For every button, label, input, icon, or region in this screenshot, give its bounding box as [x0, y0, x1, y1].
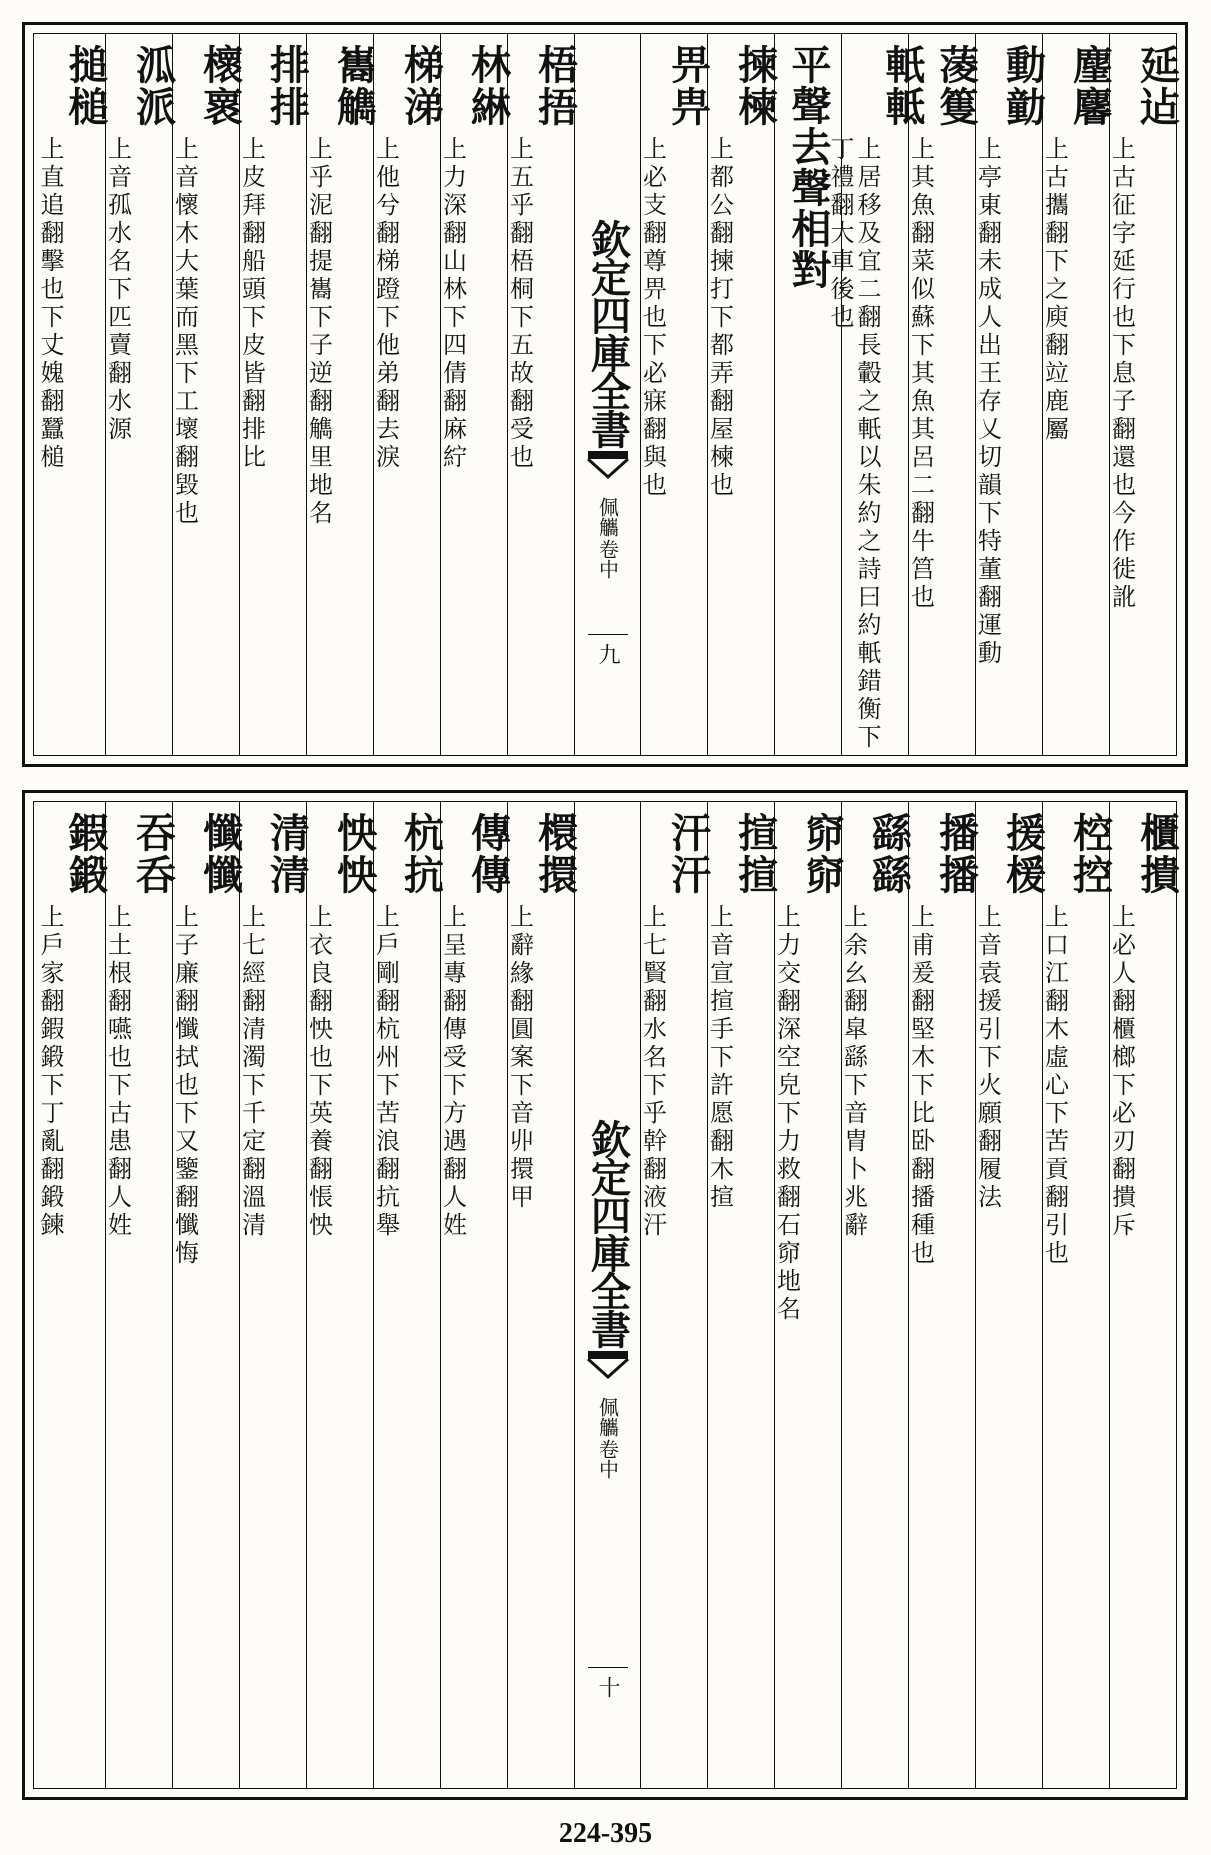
page-number: 九 [595, 643, 620, 665]
headword-pair: 椌控 [1066, 812, 1114, 896]
gloss-text: 上七賢翻水名下乎幹翻液汗 [638, 904, 667, 1240]
bottom-page-panel [22, 790, 1188, 1800]
headword-pair: 清清 [263, 812, 311, 896]
entry-column [705, 802, 779, 1788]
gloss-text: 上音袁援引下火願翻履法 [973, 904, 1002, 1212]
page-number: 十 [595, 1676, 620, 1698]
gloss-text: 上五乎翻梧桐下五故翻受也 [505, 136, 534, 472]
section-title: 平聲去聲相對 [785, 44, 832, 290]
gloss-text: 上乎泥翻提巂下子逆翻觹里地名 [304, 136, 333, 528]
gloss-text: 上音孤水名下匹賣翻水源 [103, 136, 132, 444]
entry-column [772, 802, 846, 1788]
gloss-text: 上戶家翻鍜鍛下丁亂翻鍛鍊 [36, 904, 64, 1240]
entry-column [170, 34, 244, 755]
gloss-text: 上古征字延行也下息子翻還也今作徙訛 [1107, 136, 1136, 612]
book-name: 佩觿 [595, 496, 620, 537]
entry-column [1040, 802, 1114, 1788]
fishtail-mark-icon [588, 1351, 628, 1381]
headword-pair: 懺懺 [196, 812, 244, 896]
entry-column [505, 34, 579, 755]
entry-column [906, 802, 980, 1788]
entry-column [1040, 34, 1114, 755]
volume-label: 卷中 [595, 538, 620, 579]
entry-column [973, 34, 1047, 755]
gloss-text: 上音懷木大葉而黑下工壞翻毀也 [170, 136, 199, 528]
headword-pair: 蓤篗 [932, 44, 980, 128]
gloss-text: 上土根翻嚥也下古患翻人姓 [103, 904, 132, 1240]
library-title: 欽定四庫全書 [584, 1119, 632, 1347]
gloss-text: 上古攜翻下之庾翻竝鹿屬 [1040, 136, 1069, 444]
entry-column [1107, 34, 1181, 755]
gloss-text: 上力深翻山林下四倩翻麻紵 [438, 136, 467, 472]
headword-pair: 軝軧 [879, 44, 926, 128]
gloss-text: 上必人翻櫃榔下必刃翻撌斥 [1107, 904, 1136, 1240]
gloss-text: 上余幺翻皐繇下音胄卜兆辭 [839, 904, 868, 1240]
top-page-columns [33, 33, 1181, 756]
entry-column [237, 802, 311, 1788]
entry-column [1107, 802, 1181, 1788]
entry-column [36, 34, 109, 755]
gloss-text: 上皮拜翻船頭下皮皆翻排比 [237, 136, 266, 472]
headword-pair: 汗汗 [664, 812, 712, 896]
headword-pair: 吞呑 [129, 812, 177, 896]
headword-pair: 延迠 [1133, 44, 1181, 128]
gloss-text: 上必支翻尊畀也下必寐翻與也 [638, 136, 667, 500]
headword-pair: 援楥 [999, 812, 1047, 896]
entry-column [304, 34, 378, 755]
entry-column [103, 34, 177, 755]
gloss-text: 上呈專翻傳受下方遇翻人姓 [438, 904, 467, 1240]
headword-pair: 鍜鍛 [62, 812, 109, 896]
fishtail-mark-icon [588, 451, 628, 481]
headword-pair: 揎揎 [731, 812, 779, 896]
book-name: 佩觿 [595, 1397, 620, 1437]
gloss-text: 上音宣揎手下許愿翻木揎 [705, 904, 734, 1212]
entry-column [237, 34, 311, 755]
headword-pair: 繇繇 [865, 812, 913, 896]
gloss-text: 上戶剛翻杭州下苦浪翻抗舉 [371, 904, 400, 1240]
gloss-text: 上七經翻清濁下千定翻溫清 [237, 904, 266, 1240]
entry-column [371, 34, 445, 755]
center-fold-column [574, 802, 640, 1788]
entry-column [170, 802, 244, 1788]
entry-column [505, 802, 579, 1788]
gloss-text: 上他兮翻梯蹬下他弟翻去淚 [371, 136, 400, 472]
gloss-text: 上直追翻擊也下丈媿翻蠶槌 [36, 136, 64, 472]
headword-pair: 櫃撌 [1133, 812, 1181, 896]
headword-pair: 泒派 [129, 44, 177, 128]
gloss-text: 上力交翻深空皃下力救翻石窌地名 [772, 904, 801, 1324]
gloss-text: 上子廉翻懺拭也下又鑒翻懺悔 [170, 904, 199, 1268]
page-number-rule [588, 1667, 628, 1668]
gloss-text: 上都公翻揀打下都弄翻屋楝也 [705, 136, 734, 500]
headword-pair: 搥槌 [62, 44, 109, 128]
library-title: 欽定四庫全書 [584, 218, 632, 447]
entry-column [973, 802, 1047, 1788]
entry-column [438, 34, 512, 755]
center-fold-column [574, 34, 640, 755]
gloss-text: 上辭緣翻圓案下音丱擐甲 [505, 904, 534, 1212]
entry-column [906, 34, 980, 755]
headword-pair: 排排 [263, 44, 311, 128]
gloss-text: 上甫爰翻堅木下比卧翻播種也 [906, 904, 935, 1268]
headword-pair: 梧捂 [531, 44, 579, 128]
entry-column [36, 802, 109, 1788]
headword-pair: 揀楝 [731, 44, 779, 128]
entry-column [438, 802, 512, 1788]
headword-pair: 傳傳 [464, 812, 512, 896]
headword-pair: 麈麘 [1066, 44, 1114, 128]
headword-pair: 櫰褱 [196, 44, 244, 128]
headword-pair: 林綝 [464, 44, 512, 128]
headword-pair: 怏怏 [330, 812, 378, 896]
headword-pair: 畀畁 [664, 44, 712, 128]
entry-column [839, 802, 913, 1788]
section-title-column [774, 34, 841, 755]
headword-pair: 檈擐 [531, 812, 579, 896]
book-name-group [597, 497, 619, 579]
headword-pair: 梯涕 [397, 44, 445, 128]
entry-column [371, 802, 445, 1788]
entry-column [638, 802, 712, 1788]
gloss-text: 上其魚翻菜似蘇下其魚其呂二翻牛筥也 [906, 136, 935, 612]
gloss-text: 上口江翻木虛心下苦貢翻引也 [1040, 904, 1069, 1268]
headword-pair: 播播 [932, 812, 980, 896]
headword-pair: 動勭 [999, 44, 1047, 128]
headword-pair: 杭抗 [397, 812, 445, 896]
page-number-rule [588, 634, 628, 635]
gloss-text: 上居移及宜二翻長轂之軝以朱約之詩曰約軝錯衡下丁禮翻大車後也 [826, 136, 881, 752]
entry-column [103, 802, 177, 1788]
headword-pair: 窌窌 [798, 812, 846, 896]
headword-pair: 巂觹 [330, 44, 378, 128]
gloss-text: 上衣良翻怏也下英養翻悵怏 [304, 904, 333, 1240]
entry-column [705, 34, 779, 755]
volume-label: 卷中 [595, 1439, 620, 1479]
top-page-panel [22, 22, 1188, 767]
entry-column [304, 802, 378, 1788]
bottom-page-columns [33, 801, 1181, 1789]
page-footer-number: 224-395 [558, 1818, 653, 1849]
gloss-text: 上亭東翻未成人出王存乂切韻下特董翻運動 [973, 136, 1002, 668]
book-name-group [597, 1397, 619, 1479]
entry-column [638, 34, 712, 755]
